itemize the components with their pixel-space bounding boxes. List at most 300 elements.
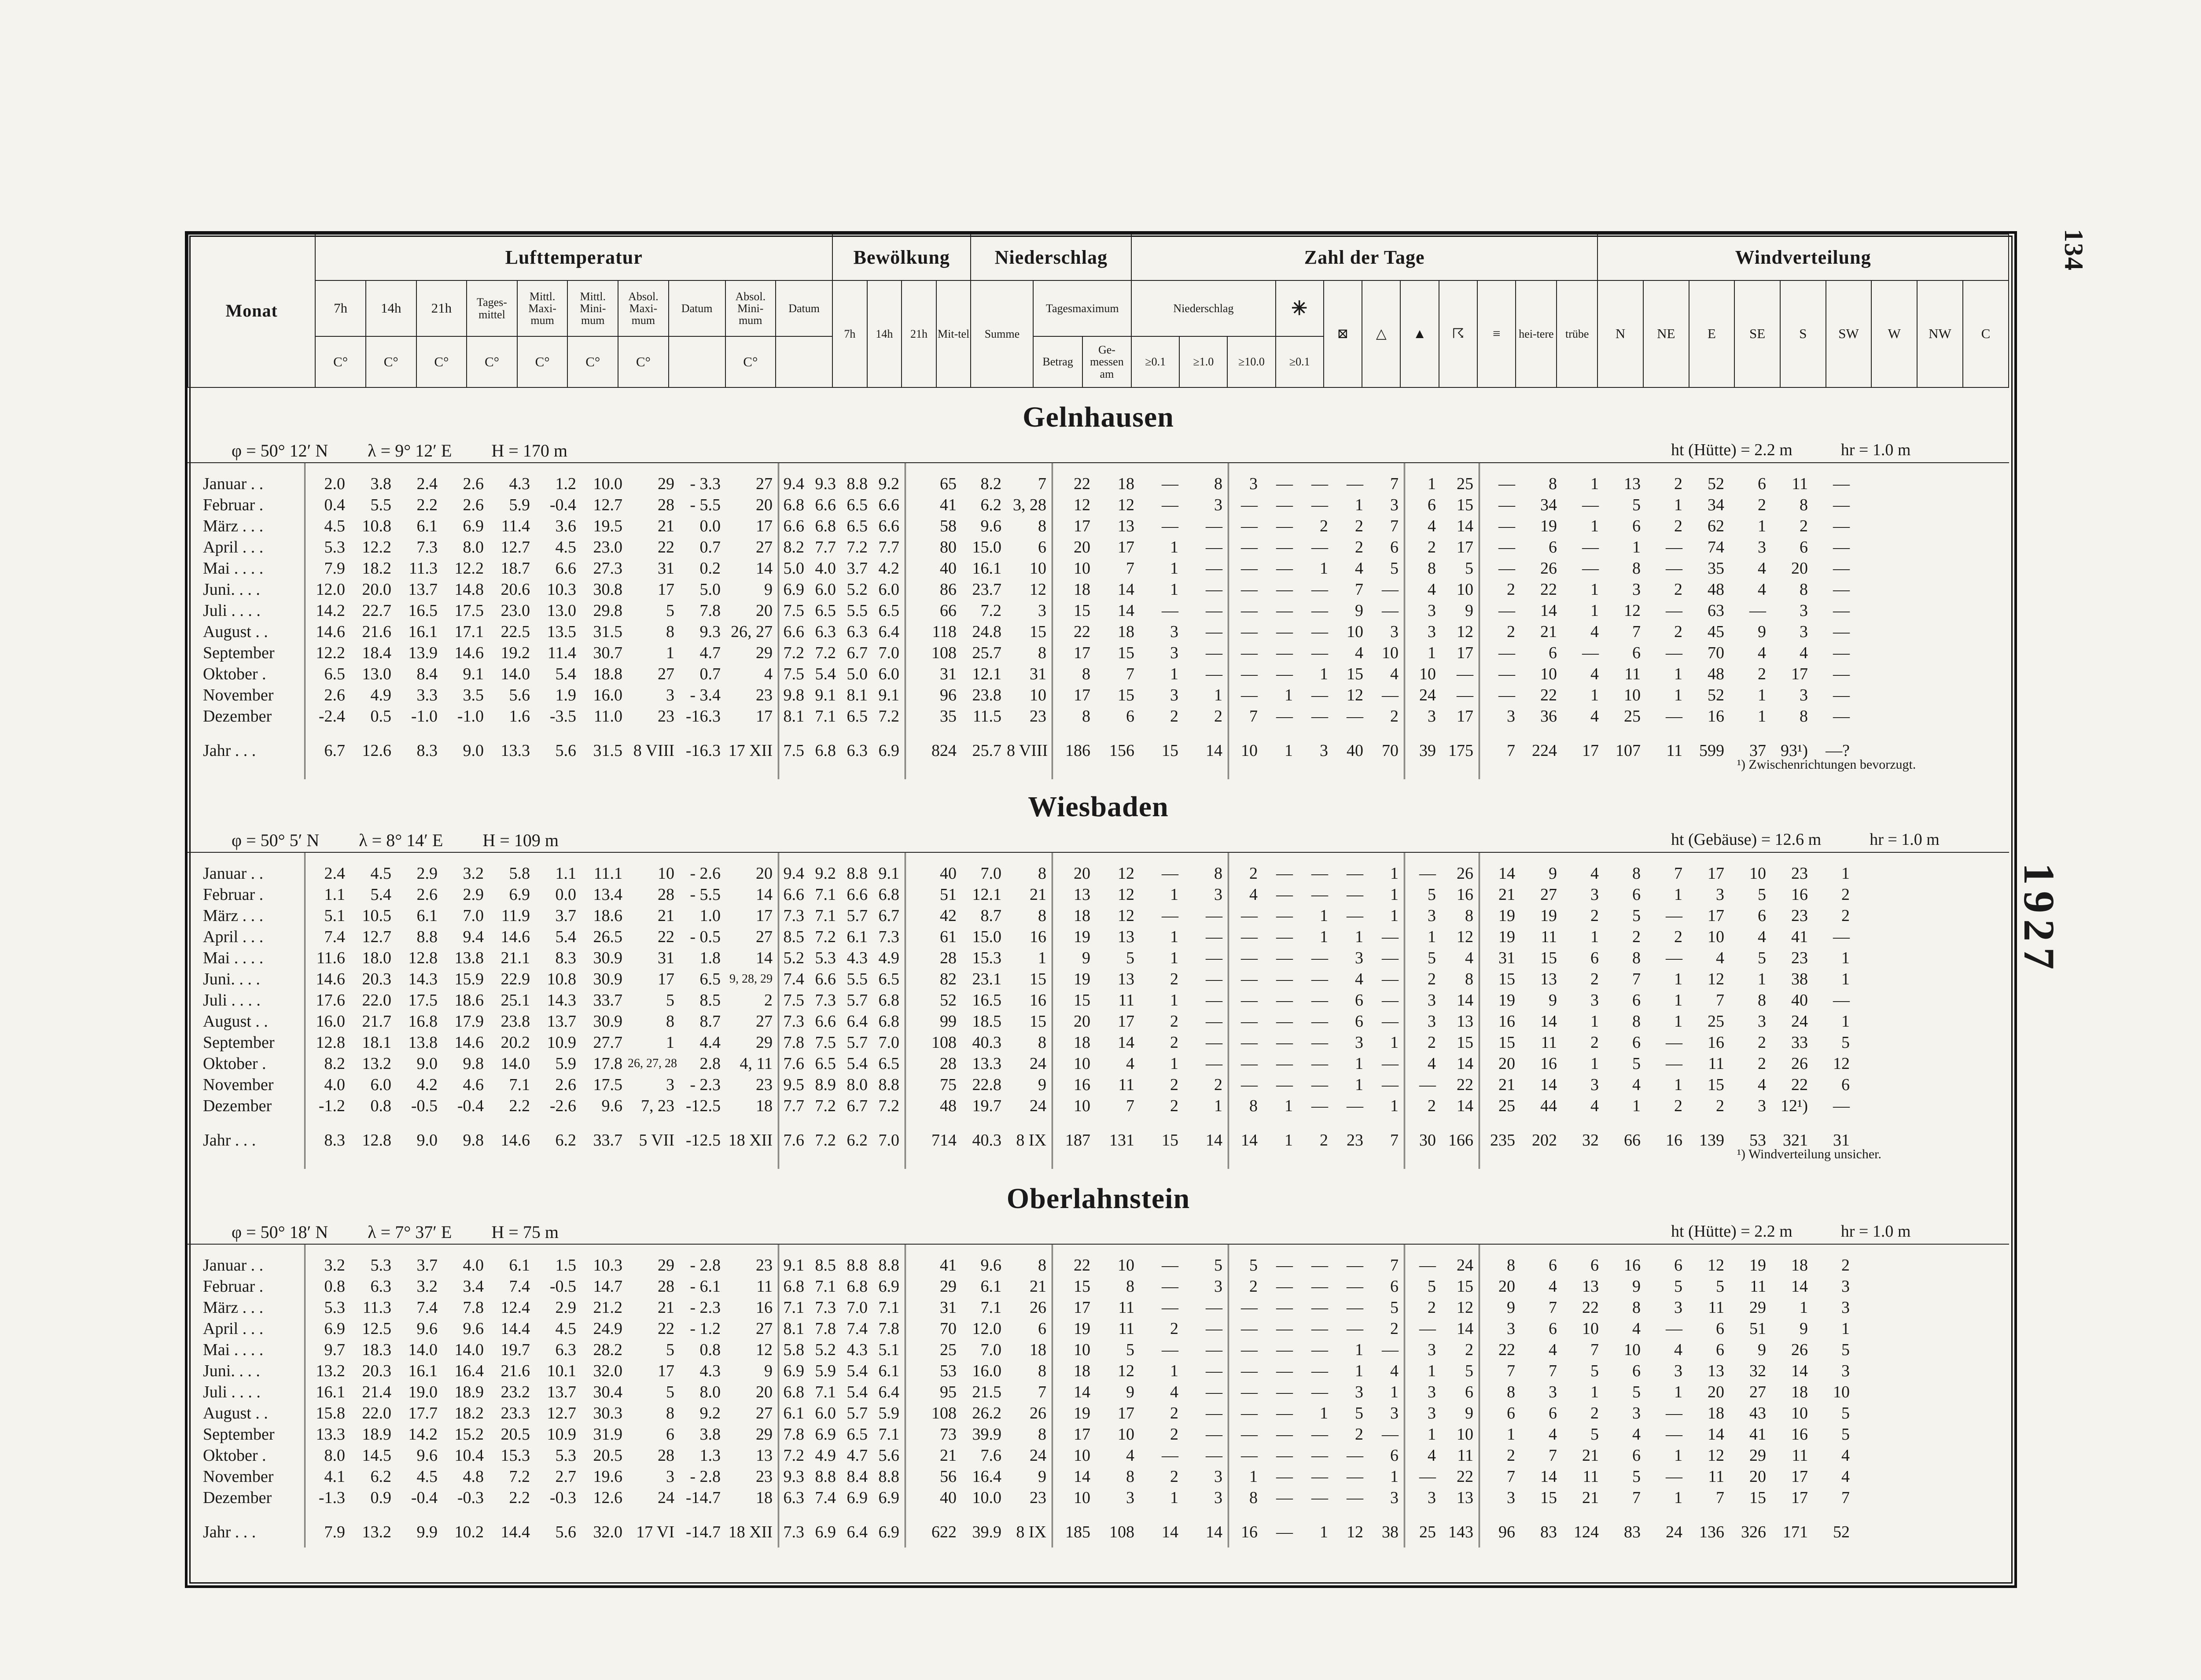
table-cell: 26	[1457, 864, 1473, 883]
table-cell: 1.3	[699, 1446, 721, 1465]
table-cell: 5.9	[878, 1404, 899, 1422]
table-cell: 1	[1758, 707, 1766, 726]
table-cell: —	[1833, 707, 1850, 726]
temp-unit: C°	[366, 336, 416, 387]
table-cell: —	[1347, 1467, 1363, 1486]
table-cell: 4	[1632, 1425, 1641, 1444]
table-cell: 11.3	[362, 1298, 391, 1317]
table-cell: 10	[1457, 580, 1473, 599]
table-cell: -0.3	[457, 1488, 484, 1507]
table-cell: 1	[1285, 1097, 1293, 1115]
temp-col-header: 14h	[366, 280, 416, 336]
table-cell: 6.8	[847, 1277, 868, 1296]
table-row	[188, 600, 2009, 621]
cloud-col-header: Mit-tel	[936, 280, 971, 387]
temp-col-header: 21h	[416, 280, 467, 336]
table-cell: 6.7	[324, 741, 345, 760]
month-label: Februar .	[203, 885, 264, 904]
table-cell: 18.8	[593, 665, 622, 683]
table-cell: 7.6	[783, 1131, 804, 1149]
table-cell: 9	[764, 580, 773, 599]
table-cell: 3.6	[555, 517, 576, 535]
table-cell: —	[1276, 1256, 1293, 1275]
table-cell: 6.9	[878, 741, 899, 760]
table-cell: 3.5	[463, 686, 484, 704]
table-cell: 17	[1791, 1488, 1808, 1507]
table-cell: —	[1241, 559, 1258, 578]
table-cell: 15	[1749, 1488, 1766, 1507]
table-cell: 2	[1758, 1054, 1766, 1073]
table-cell: —	[1666, 644, 1682, 662]
table-cell: 4	[1549, 1341, 1557, 1359]
height-value: ht (Gebäuse) = 12.6 m	[1671, 830, 1822, 849]
table-cell: 2	[1590, 1404, 1599, 1422]
table-row	[188, 1032, 2009, 1053]
temp-col-header: Mittl. Maxi-mum	[517, 280, 568, 336]
table-cell: 3	[1800, 623, 1808, 641]
table-cell: 4.5	[370, 864, 391, 883]
table-cell: —	[1382, 1054, 1399, 1073]
table-cell: 5.0	[783, 559, 804, 578]
table-cell: 4.0	[463, 1256, 484, 1275]
table-cell: 1.6	[509, 707, 530, 726]
table-cell: 12¹)	[1780, 1097, 1808, 1115]
table-cell: 25.7	[972, 741, 1001, 760]
table-cell: 6.8	[783, 496, 804, 514]
table-cell: -1.2	[318, 1097, 345, 1115]
month-label: August . .	[203, 1404, 268, 1422]
table-cell: 15	[1457, 1033, 1473, 1052]
month-label: Jahr . . .	[203, 1523, 256, 1541]
table-cell: 27	[1749, 1383, 1766, 1401]
table-cell: 7	[1674, 864, 1682, 883]
table-cell: 7.2	[980, 601, 1001, 620]
table-cell: 14	[1791, 1362, 1808, 1380]
table-cell: 6	[1590, 1256, 1599, 1275]
table-cell: 4.2	[416, 1076, 438, 1094]
table-cell: 9.4	[783, 864, 804, 883]
table-cell: 8.8	[847, 1256, 868, 1275]
table-cell: 10.9	[547, 1425, 576, 1444]
table-cell: 6.6	[847, 885, 868, 904]
table-cell: 2.0	[324, 475, 345, 493]
table-cell: 2	[1428, 1033, 1436, 1052]
table-cell: 35	[1708, 559, 1724, 578]
table-cell: 28	[658, 1446, 674, 1465]
table-cell: 7.9	[324, 559, 345, 578]
section-rule	[188, 852, 2009, 853]
table-cell: 321	[1783, 1131, 1808, 1149]
table-cell: 12	[1457, 623, 1473, 641]
table-cell: -1.0	[457, 707, 484, 726]
table-cell: 3	[1126, 1488, 1134, 1507]
table-cell: 45	[1708, 623, 1724, 641]
table-cell: 19	[1540, 517, 1557, 535]
table-cell: 10	[1030, 559, 1046, 578]
table-cell: 12	[1118, 906, 1134, 925]
table-cell: —	[1347, 1446, 1363, 1465]
table-cell: 5	[1841, 1425, 1850, 1444]
table-cell: 1	[1674, 991, 1682, 1009]
wind-col-header: SE	[1734, 280, 1780, 387]
table-cell: 20	[1074, 864, 1090, 883]
table-cell: 31	[940, 1298, 957, 1317]
table-cell: 7	[1390, 1131, 1399, 1149]
table-cell: 6.5	[847, 496, 868, 514]
table-cell: 22.0	[362, 1404, 391, 1422]
table-cell: 27	[756, 1404, 773, 1422]
table-cell: 8.1	[783, 707, 804, 726]
table-cell: 26	[1540, 559, 1557, 578]
month-label: Dezember	[203, 1097, 272, 1115]
table-cell: 5.4	[815, 665, 836, 683]
table-cell: 3	[1841, 1362, 1850, 1380]
table-cell: 17.1	[454, 623, 484, 641]
table-cell: —	[1311, 1033, 1328, 1052]
table-cell: 14.3	[547, 991, 576, 1009]
table-cell: 12.2	[362, 538, 391, 556]
table-cell: 6	[1632, 991, 1641, 1009]
table-cell: —	[1311, 885, 1328, 904]
table-cell: —	[1276, 1054, 1293, 1073]
table-cell: 9.6	[980, 517, 1001, 535]
zahl-der-tage-header: Zahl der Tage	[1131, 234, 1597, 280]
table-cell: 52	[1708, 686, 1724, 704]
table-cell: 17 XII	[728, 741, 773, 760]
table-cell: 714	[931, 1131, 957, 1149]
table-cell: 4.5	[324, 517, 345, 535]
table-cell: 3	[1632, 580, 1641, 599]
table-cell: —	[1311, 1446, 1328, 1465]
table-cell: 8	[1800, 496, 1808, 514]
table-cell: 6.6	[555, 559, 576, 578]
table-cell: —	[1276, 1341, 1293, 1359]
table-cell: 1	[1674, 1012, 1682, 1031]
table-cell: 7.8	[815, 1319, 836, 1338]
table-cell: 13	[1118, 928, 1134, 946]
station-name: Gelnhausen	[1023, 401, 1174, 433]
table-cell: 5	[1126, 949, 1134, 967]
table-cell: 16	[1708, 1033, 1724, 1052]
table-cell: 38	[1791, 970, 1808, 988]
table-cell: 23.0	[501, 601, 530, 620]
table-cell: 4.4	[699, 1033, 721, 1052]
table-cell: 2	[1170, 1467, 1178, 1486]
table-cell: 7.5	[783, 601, 804, 620]
table-cell: 2	[1390, 707, 1399, 726]
table-cell: 21	[1498, 1076, 1515, 1094]
table-cell: 11.3	[409, 559, 438, 578]
table-cell: 6.5	[699, 970, 721, 988]
table-cell: 5	[1390, 1298, 1399, 1317]
temp-col-header: Absol. Maxi-mum	[618, 280, 669, 336]
table-cell: 1	[1674, 1446, 1682, 1465]
table-cell: 4.3	[847, 949, 868, 967]
station-coords	[232, 440, 607, 461]
section-rule	[188, 462, 2009, 463]
table-cell: 20	[1749, 1467, 1766, 1486]
table-cell: 6	[1465, 1383, 1473, 1401]
table-cell: —	[1311, 1362, 1328, 1380]
table-cell: —	[1241, 517, 1258, 535]
table-cell: 16.8	[408, 1012, 438, 1031]
table-cell: 6.5	[815, 1054, 836, 1073]
table-cell: 18	[1118, 475, 1134, 493]
table-cell: 4	[1428, 1054, 1436, 1073]
table-cell: —	[1241, 1446, 1258, 1465]
table-cell: —	[1311, 1467, 1328, 1486]
table-cell: 10.2	[454, 1523, 484, 1541]
table-cell: 51	[1749, 1319, 1766, 1338]
table-cell: 6.6	[783, 517, 804, 535]
table-cell: 4.3	[509, 475, 530, 493]
table-cell: 13.0	[362, 665, 391, 683]
table-cell: 8.5	[783, 928, 804, 946]
table-cell: 6	[1632, 644, 1641, 662]
table-header	[188, 234, 2009, 388]
table-cell: 9.3	[783, 1467, 804, 1486]
table-cell: 18.9	[362, 1425, 391, 1444]
table-cell: 66	[940, 601, 957, 620]
table-cell: 2.2	[416, 496, 438, 514]
table-cell: —	[1382, 1012, 1399, 1031]
table-cell: 15	[1540, 1488, 1557, 1507]
table-cell: —	[1582, 496, 1599, 514]
table-cell: —	[1666, 1404, 1682, 1422]
table-cell: 139	[1699, 1131, 1724, 1149]
table-cell: 6.8	[878, 1012, 899, 1031]
table-cell: 15.2	[454, 1425, 484, 1444]
table-cell: 2	[1428, 1298, 1436, 1317]
table-cell: 42	[940, 906, 957, 925]
table-cell: 5.3	[815, 949, 836, 967]
table-cell: 22	[1074, 1256, 1090, 1275]
table-cell: 10.8	[362, 517, 391, 535]
table-cell: 7.3	[783, 906, 804, 925]
table-cell: 51	[940, 885, 957, 904]
table-cell: —	[1347, 864, 1363, 883]
table-cell: 1	[1249, 1467, 1258, 1486]
table-cell: 5	[666, 601, 674, 620]
table-cell: —	[1833, 538, 1850, 556]
station-section	[188, 1173, 2009, 1561]
table-cell: —	[1276, 1467, 1293, 1486]
temp-col-header: 7h	[315, 280, 366, 336]
table-cell: 2.2	[509, 1097, 530, 1115]
table-cell: —	[1162, 1298, 1178, 1317]
table-row	[188, 663, 2009, 685]
table-cell: 11.4	[547, 644, 576, 662]
table-cell: —	[1311, 1383, 1328, 1401]
table-cell: 7	[1038, 1383, 1046, 1401]
table-cell: 5.1	[324, 906, 345, 925]
table-row	[188, 947, 2009, 969]
table-cell: 13	[1708, 1362, 1724, 1380]
wind-col-header: C	[1963, 280, 2009, 387]
table-cell: 12	[756, 1341, 773, 1359]
table-cell: 14	[1540, 1076, 1557, 1094]
table-cell: 12	[1347, 686, 1363, 704]
table-cell: 2	[1355, 1425, 1363, 1444]
table-cell: 3	[1428, 601, 1436, 620]
table-cell: 11	[1750, 1277, 1766, 1296]
table-cell: 2	[1590, 1033, 1599, 1052]
table-cell: 10.1	[547, 1362, 576, 1380]
table-cell: —	[1582, 644, 1599, 662]
table-cell: 30.4	[593, 1383, 622, 1401]
table-cell: 6.1	[416, 906, 438, 925]
table-cell: 4	[1465, 949, 1473, 967]
table-cell: 186	[1065, 741, 1090, 760]
table-cell: 1	[1590, 928, 1599, 946]
table-cell: 5	[1758, 885, 1766, 904]
table-cell: 52	[1833, 1523, 1850, 1541]
table-cell: —	[1241, 1033, 1258, 1052]
table-cell: 7	[1390, 517, 1399, 535]
table-cell: 13.8	[454, 949, 484, 967]
table-cell: 10.5	[362, 906, 391, 925]
table-cell: 185	[1065, 1523, 1090, 1541]
table-cell: 8.4	[416, 665, 438, 683]
table-cell: 5.3	[555, 1446, 576, 1465]
table-cell: —	[1311, 475, 1328, 493]
table-cell: 6	[1716, 1341, 1724, 1359]
table-cell: 40	[1791, 991, 1808, 1009]
table-cell: 2	[1214, 1076, 1222, 1094]
table-cell: 9.2	[815, 864, 836, 883]
table-cell: 4.9	[815, 1446, 836, 1465]
table-cell: 15	[1457, 496, 1473, 514]
month-label: Juli . . . .	[203, 991, 261, 1009]
table-cell: 52	[940, 991, 957, 1009]
table-cell: 24	[1791, 1012, 1808, 1031]
month-label: März . . .	[203, 906, 264, 925]
table-cell: 5	[1249, 1256, 1258, 1275]
table-cell: —	[1206, 1404, 1222, 1422]
table-cell: 2	[1758, 1033, 1766, 1052]
table-cell: 2.4	[324, 864, 345, 883]
table-cell: 10	[1833, 1383, 1850, 1401]
table-cell: 25.7	[972, 644, 1001, 662]
table-cell: 1	[1674, 1383, 1682, 1401]
table-cell: 4	[1758, 1076, 1766, 1094]
table-cell: 2	[1428, 538, 1436, 556]
table-cell: 18.2	[362, 559, 391, 578]
table-cell: 1	[1355, 1341, 1363, 1359]
table-cell: 13	[1118, 517, 1134, 535]
table-cell: 6	[1800, 538, 1808, 556]
table-cell: 6	[1390, 538, 1399, 556]
table-cell: 10	[1457, 1425, 1473, 1444]
table-cell: 7.2	[815, 928, 836, 946]
table-cell: 3	[1355, 949, 1363, 967]
table-cell: 21.4	[362, 1383, 391, 1401]
table-cell: 21.7	[362, 1012, 391, 1031]
table-cell: 1	[1590, 1383, 1599, 1401]
table-cell: 1	[1170, 538, 1178, 556]
temp-unit: C°	[618, 336, 669, 387]
table-cell: 7	[1390, 475, 1399, 493]
table-cell: —	[1382, 928, 1399, 946]
table-cell: 8	[1126, 1467, 1134, 1486]
table-cell: 19.5	[593, 517, 622, 535]
table-cell: 4	[1355, 970, 1363, 988]
table-cell: 19	[1074, 1404, 1090, 1422]
table-cell: 33.7	[593, 991, 622, 1009]
table-cell: 0.2	[699, 559, 721, 578]
month-label: Mai . . . .	[203, 1341, 264, 1359]
table-cell: 19	[1074, 1319, 1090, 1338]
table-cell: 14.3	[408, 970, 438, 988]
table-cell: 1	[1390, 1033, 1399, 1052]
table-cell: 1	[1674, 885, 1682, 904]
wind-col-header: NE	[1643, 280, 1689, 387]
table-cell: 6.8	[878, 885, 899, 904]
table-cell: 12.7	[362, 928, 391, 946]
table-cell: 15	[1347, 665, 1363, 683]
table-cell: 118	[932, 623, 957, 641]
table-cell: 14	[1708, 1425, 1724, 1444]
table-cell: 10	[1540, 665, 1557, 683]
month-label: Mai . . . .	[203, 559, 264, 578]
table-cell: 7.2	[815, 1097, 836, 1115]
table-cell: 12.5	[362, 1319, 391, 1338]
table-cell: 4.3	[699, 1362, 721, 1380]
table-cell: 31.5	[593, 741, 622, 760]
month-label: Juni. . . .	[203, 970, 260, 988]
table-cell: 8.1	[783, 1319, 804, 1338]
table-cell: 1	[1674, 1488, 1682, 1507]
table-cell: 21	[1030, 885, 1046, 904]
table-cell: 3	[1428, 906, 1436, 925]
table-cell: 32	[1749, 1362, 1766, 1380]
table-cell: —	[1666, 601, 1682, 620]
table-cell: 1	[1320, 1523, 1328, 1541]
table-cell: —	[1833, 623, 1850, 641]
table-cell: 17.9	[454, 1012, 484, 1031]
table-cell: 5.6	[509, 686, 530, 704]
section-rule	[188, 1244, 2009, 1245]
table-cell: 3	[1758, 1012, 1766, 1031]
table-cell: 8	[1632, 864, 1641, 883]
cloud-col-header: 14h	[867, 280, 902, 387]
table-cell: 5.7	[847, 1404, 868, 1422]
table-cell: 8	[1038, 1362, 1046, 1380]
table-cell: 12.8	[362, 1131, 391, 1149]
table-cell: 1	[1038, 949, 1046, 967]
precip-summe-header: Summe	[971, 280, 1033, 387]
table-cell: —	[1347, 1277, 1363, 1296]
table-cell: 19	[1498, 906, 1515, 925]
table-cell: 18.6	[454, 991, 484, 1009]
table-cell: 8.0	[847, 1076, 868, 1094]
table-cell: 6.1	[878, 1362, 899, 1380]
table-cell: 17	[1074, 644, 1090, 662]
table-cell: 2	[1170, 1076, 1178, 1094]
table-cell: 16.5	[408, 601, 438, 620]
table-cell: 7.1	[815, 906, 836, 925]
table-cell: 7.4	[324, 928, 345, 946]
table-cell: 622	[931, 1523, 957, 1541]
table-cell: 26, 27, 28	[628, 1057, 677, 1070]
table-cell: 6.9	[878, 1488, 899, 1507]
table-cell: 10	[1749, 864, 1766, 883]
table-cell: 1	[1285, 741, 1293, 760]
table-cell: —	[1347, 1256, 1363, 1275]
table-cell: —	[1206, 1012, 1222, 1031]
table-cell: 28	[658, 1277, 674, 1296]
table-cell: 14	[1791, 1277, 1808, 1296]
